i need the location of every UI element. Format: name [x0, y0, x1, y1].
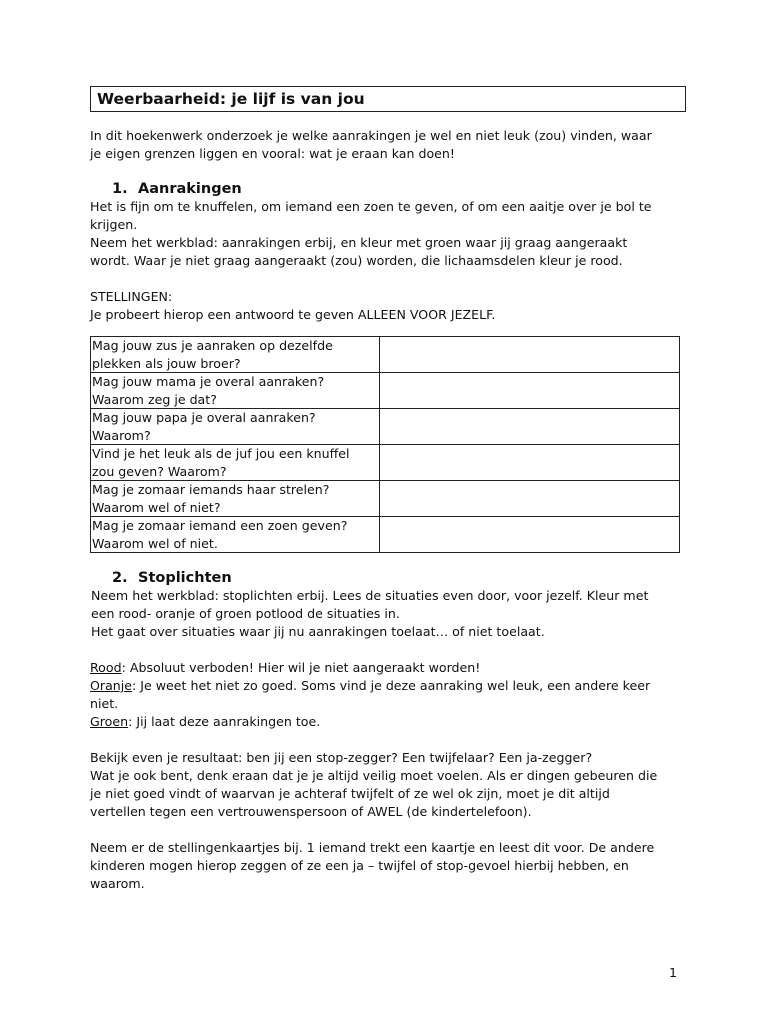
statement-line: zou geven? Waarom? — [92, 463, 227, 479]
statement-line: Mag jouw papa je overal aanraken? — [92, 410, 316, 425]
statement-line: Waarom zeg je dat? — [92, 391, 217, 407]
result-paragraph — [90, 749, 686, 821]
document-title: Weerbaarheid: je lijf is van jou — [90, 86, 686, 112]
answer-cell[interactable] — [380, 517, 680, 553]
legend-label-oranje: Oranje — [90, 678, 133, 693]
statement-cell — [91, 337, 380, 373]
statement-cell — [91, 373, 380, 409]
section-title: Stoplichten — [138, 570, 232, 586]
statement-line: Waarom wel of niet? — [92, 499, 221, 515]
text-line: je niet goed vindt of waarvan je achteraf twijfelt of ze wel ok zijn, moet je dit altijd — [90, 786, 610, 801]
table-row — [91, 481, 680, 517]
legend-text: : Absoluut verboden! Hier wil je niet aangeraakt worden! — [121, 660, 481, 675]
statement-line: Mag jouw mama je overal aanraken? — [92, 374, 325, 389]
statement-line: Waarom wel of niet. — [92, 535, 218, 551]
statement-line: Vind je het leuk als de juf jou een knuffel — [92, 446, 350, 461]
text-line: wordt. Waar je niet graag aangeraakt (zou) worden, die lichaamsdelen kleur je rood. — [90, 253, 623, 268]
statement-line: Mag jouw zus je aanraken op dezelfde — [92, 338, 333, 353]
text-line: Wat je ook bent, denk eraan dat je je altijd veilig moet voelen. Als er dingen gebeuren die — [90, 768, 658, 783]
statements-instruction: Je probeert hierop een antwoord te geven ALLEEN VOOR JEZELF. — [90, 307, 496, 322]
intro-paragraph — [90, 127, 686, 163]
table-row — [91, 517, 680, 553]
legend-label-rood: Rood — [90, 660, 122, 675]
statements-table — [90, 336, 680, 553]
answer-cell[interactable] — [380, 337, 680, 373]
legend-text: niet. — [90, 696, 119, 711]
text-line: Neem er de stellingenkaartjes bij. 1 iemand trekt een kaartje en leest dit voor. De andere — [90, 840, 655, 855]
table-row — [91, 409, 680, 445]
section-number: 2. — [112, 570, 128, 586]
text-line: Het gaat over situaties waar jij nu aanrakingen toelaat… of niet toelaat. — [91, 624, 545, 639]
section-heading-aanrakingen — [90, 180, 686, 198]
section-heading-stoplichten — [90, 569, 686, 587]
statement-cell — [91, 481, 380, 517]
statement-cell — [91, 445, 380, 481]
statement-line: plekken als jouw broer? — [92, 355, 241, 371]
text-line: Bekijk even je resultaat: ben jij een stop-zegger? Een twijfelaar? Een ja-zegger? — [90, 750, 593, 765]
color-legend — [90, 659, 686, 731]
intro-line: je eigen grenzen liggen en vooral: wat je eraan kan doen! — [90, 146, 455, 161]
document-page — [90, 86, 686, 893]
statement-cell — [91, 409, 380, 445]
statement-line: Waarom? — [92, 427, 151, 443]
text-line: krijgen. — [90, 217, 138, 232]
legend-text: : Jij laat deze aanrakingen toe. — [128, 714, 321, 729]
answer-cell[interactable] — [380, 409, 680, 445]
statements-label: STELLINGEN: — [90, 289, 173, 304]
page-number: 1 — [669, 965, 678, 980]
section-title: Aanrakingen — [138, 181, 242, 197]
answer-cell[interactable] — [380, 445, 680, 481]
cards-paragraph — [90, 839, 686, 893]
text-line: waarom. — [90, 876, 145, 891]
text-line: Het is fijn om te knuffelen, om iemand een zoen te geven, of om een aaitje over je bol te — [90, 199, 652, 214]
intro-line: In dit hoekenwerk onderzoek je welke aanrakingen je wel en niet leuk (zou) vinden, waar — [90, 128, 652, 143]
legend-label-groen: Groen — [90, 714, 129, 729]
legend-text: : Je weet het niet zo goed. Soms vind je deze aanraking wel leuk, een andere keer — [132, 678, 651, 693]
table-row — [91, 373, 680, 409]
text-line: vertellen tegen een vertrouwenspersoon of AWEL (de kindertelefoon). — [90, 804, 532, 819]
statement-cell — [91, 517, 380, 553]
table-row — [91, 337, 680, 373]
section-number: 1. — [112, 181, 128, 197]
text-line: kinderen mogen hierop zeggen of ze een ja – twijfel of stop-gevoel hierbij hebben, en — [90, 858, 629, 873]
text-line: Neem het werkblad: aanrakingen erbij, en kleur met groen waar jij graag aangeraakt — [90, 235, 628, 250]
section2-paragraph — [90, 587, 686, 641]
statement-line: Mag je zomaar iemand een zoen geven? — [92, 518, 348, 533]
section1-paragraph — [90, 198, 686, 270]
table-row — [91, 445, 680, 481]
answer-cell[interactable] — [380, 481, 680, 517]
text-line: een rood- oranje of groen potlood de situaties in. — [91, 606, 400, 621]
statement-line: Mag je zomaar iemands haar strelen? — [92, 482, 330, 497]
text-line: Neem het werkblad: stoplichten erbij. Lees de situaties even door, voor jezelf. Kleur met — [91, 588, 649, 603]
answer-cell[interactable] — [380, 373, 680, 409]
